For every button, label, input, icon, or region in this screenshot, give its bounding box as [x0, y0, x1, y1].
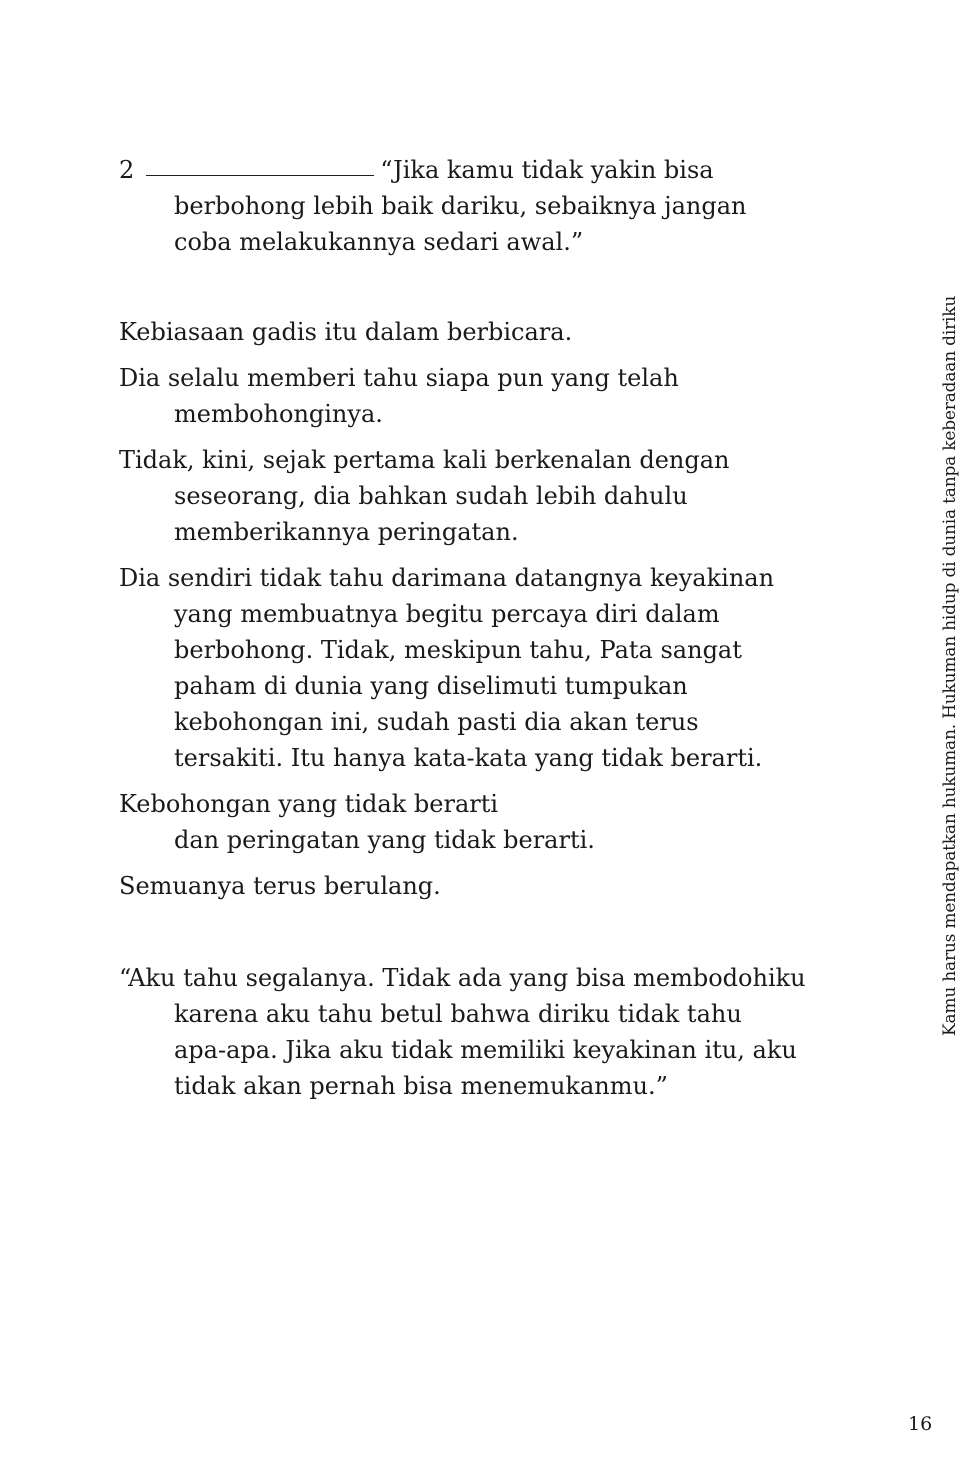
paragraph-line: Semuanya terus berulang. [119, 872, 441, 900]
paragraph-line: dan peringatan yang tidak berarti. [174, 826, 595, 854]
paragraph-line: Dia sendiri tidak tahu darimana datangnya keyakinan [119, 564, 775, 592]
paragraph [119, 868, 799, 904]
paragraph-line: kebohongan ini, sudah pasti dia akan terus [174, 708, 699, 736]
section-gap [119, 260, 799, 314]
paragraph-line: Tidak, kini, sejak pertama kali berkenalan dengan [119, 446, 730, 474]
paragraph-line: paham di dunia yang diselimuti tumpukan [174, 672, 688, 700]
chapter-rule [146, 175, 374, 176]
paragraph-gap [119, 350, 799, 360]
paragraph-line: Kebohongan yang tidak berarti [119, 790, 499, 818]
paragraph-line: Dia selalu memberi tahu siapa pun yang telah [119, 364, 679, 392]
paragraph-line: membohonginya. [174, 400, 383, 428]
paragraph-gap [119, 776, 799, 786]
quote-line: apa-apa. Jika aku tidak memiliki keyakinan itu, aku [174, 1036, 797, 1064]
paragraph [119, 314, 799, 350]
paragraph-gap [119, 432, 799, 442]
paragraph-gap [119, 550, 799, 560]
paragraph [119, 360, 799, 432]
paragraph-line: memberikannya peringatan. [174, 518, 519, 546]
paragraph [119, 442, 799, 550]
paragraph-line: yang membuatnya begitu percaya diri dalam [174, 600, 720, 628]
chapter-quote-line: “Jika kamu tidak yakin bisa [380, 156, 714, 184]
paragraph-gap [119, 858, 799, 868]
chapter-number: 2 [119, 156, 135, 184]
quote-line: tidak akan pernah bisa menemukanmu.” [174, 1072, 668, 1100]
running-title: Kamu harus mendapatkan hukuman. Hukuman hidup di dunia tanpa keberadaan diriku [940, 295, 960, 1036]
chapter-opening [119, 152, 799, 260]
chapter-quote-line: coba melakukannya sedari awal.” [174, 228, 584, 256]
quote-line: “Aku tahu segalanya. Tidak ada yang bisa membodohiku [119, 964, 806, 992]
paragraph-line: tersakiti. Itu hanya kata-kata yang tidak berarti. [174, 744, 763, 772]
paragraph [119, 786, 799, 858]
page-body [119, 152, 806, 1104]
quote-line: karena aku tahu betul bahwa diriku tidak tahu [174, 1000, 742, 1028]
paragraph-line: berbohong. Tidak, meskipun tahu, Pata sangat [174, 636, 742, 664]
paragraph-line: seseorang, dia bahkan sudah lebih dahulu [174, 482, 688, 510]
section-gap [119, 904, 799, 960]
page-number: 16 [908, 1413, 933, 1435]
paragraph-line: Kebiasaan gadis itu dalam berbicara. [119, 318, 573, 346]
dialogue-quote [119, 960, 806, 1104]
chapter-quote-line: berbohong lebih baik dariku, sebaiknya jangan [174, 192, 747, 220]
chapter-heading-line [119, 152, 799, 188]
paragraph [119, 560, 799, 776]
